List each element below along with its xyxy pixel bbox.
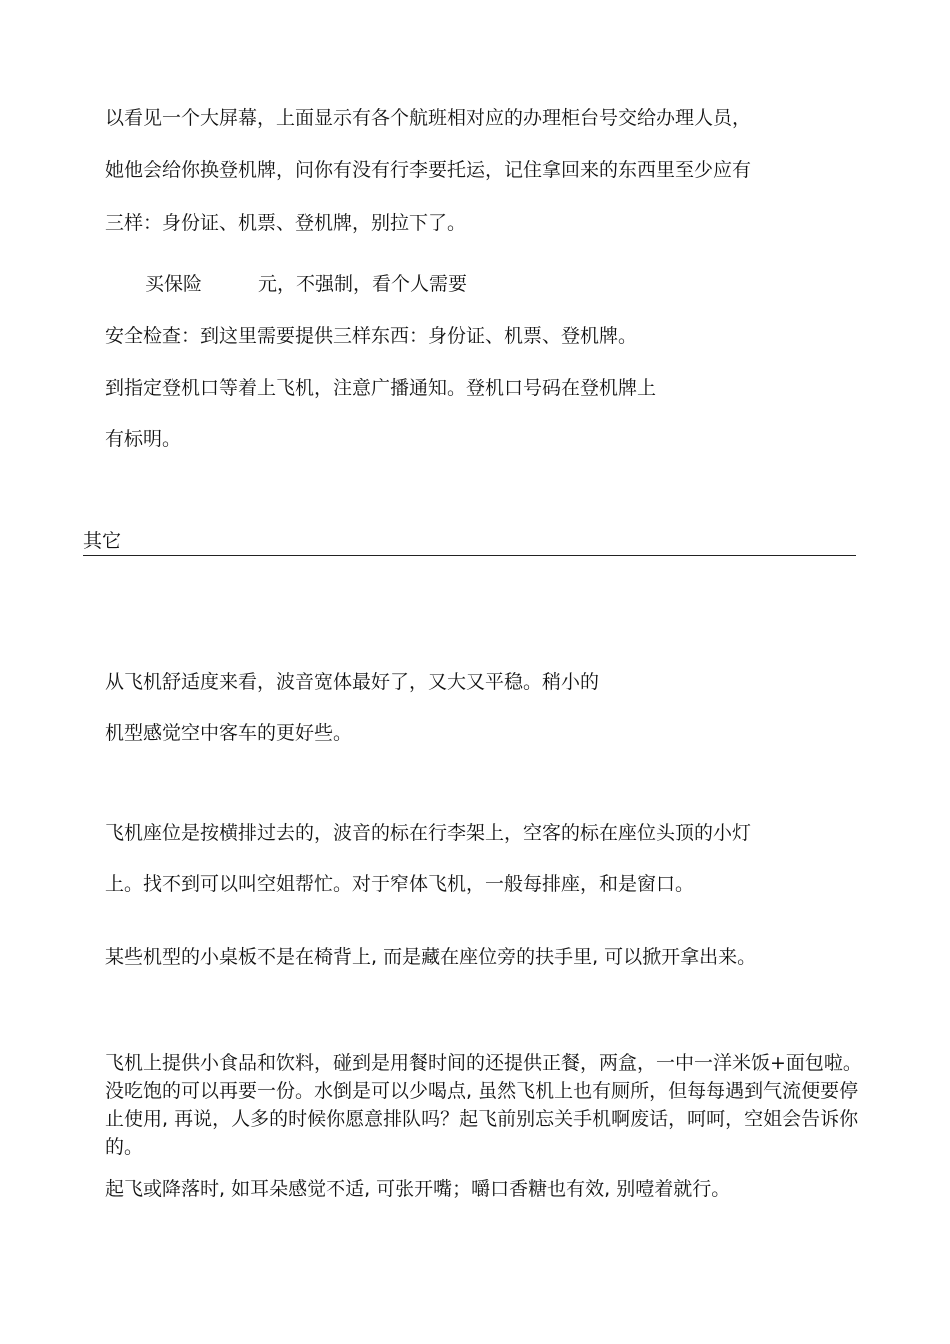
seat-text-line-2: 上。找不到可以叫空姐帮忙。对于窄体飞机，一般每排座，和是窗口。 (105, 873, 695, 895)
tray-table-text: 某些机型的小桌板不是在椅背上, 而是藏在座位旁的扶手里, 可以掀开拿出来。 (105, 946, 757, 968)
boarding-text-line-1: 到指定登机口等着上飞机，注意广播通知。登机口号码在登机牌上 (105, 377, 657, 399)
checkin-text-line-2: 她他会给你换登机牌，问你有没有行李要托运，记住拿回来的东西里至少应有 (105, 159, 752, 181)
food-paragraph: 飞机上提供小食品和饮料，碰到是用餐时间的还提供正餐，两盒，一中一洋米饭+面包啦。没吃饱的可以再要一份。水倒是可以少喝点, 虽然飞机上也有厕所，但每每遇到气流便要停止使用, 再说，人多的时候你愿意排队吗？起飞前别忘关手机啊废话，呵呵，空姐会告诉你的。 (105, 1052, 862, 1158)
security-check-text: 安全检查：到这里需要提供三样东西：身份证、机票、登机牌。 (105, 325, 638, 347)
section-heading-other (83, 528, 856, 556)
seat-text-line-1: 飞机座位是按横排过去的，波音的标在行李架上，空客的标在座位头顶的小灯 (105, 822, 752, 844)
insurance-label: 买保险 (145, 273, 203, 295)
checkin-text-line-3: 三样：身份证、机票、登机牌，别拉下了。 (105, 212, 467, 234)
ear-discomfort-text: 起飞或降落时, 如耳朵感觉不适, 可张开嘴；嚼口香糖也有效, 别噎着就行。 (105, 1178, 731, 1200)
boarding-text-line-2: 有标明。 (105, 428, 182, 450)
checkin-text-line-1: 以看见一个大屏幕，上面显示有各个航班相对应的办理柜台号交给办理人员， (105, 107, 752, 129)
insurance-text: 元，不强制，看个人需要 (258, 273, 468, 295)
section-heading-text: 其它 (83, 530, 122, 552)
comfort-text-line-2: 机型感觉空中客车的更好些。 (105, 722, 353, 744)
comfort-text-line-1: 从飞机舒适度来看，波音宽体最好了，又大又平稳。稍小的 (105, 671, 600, 693)
